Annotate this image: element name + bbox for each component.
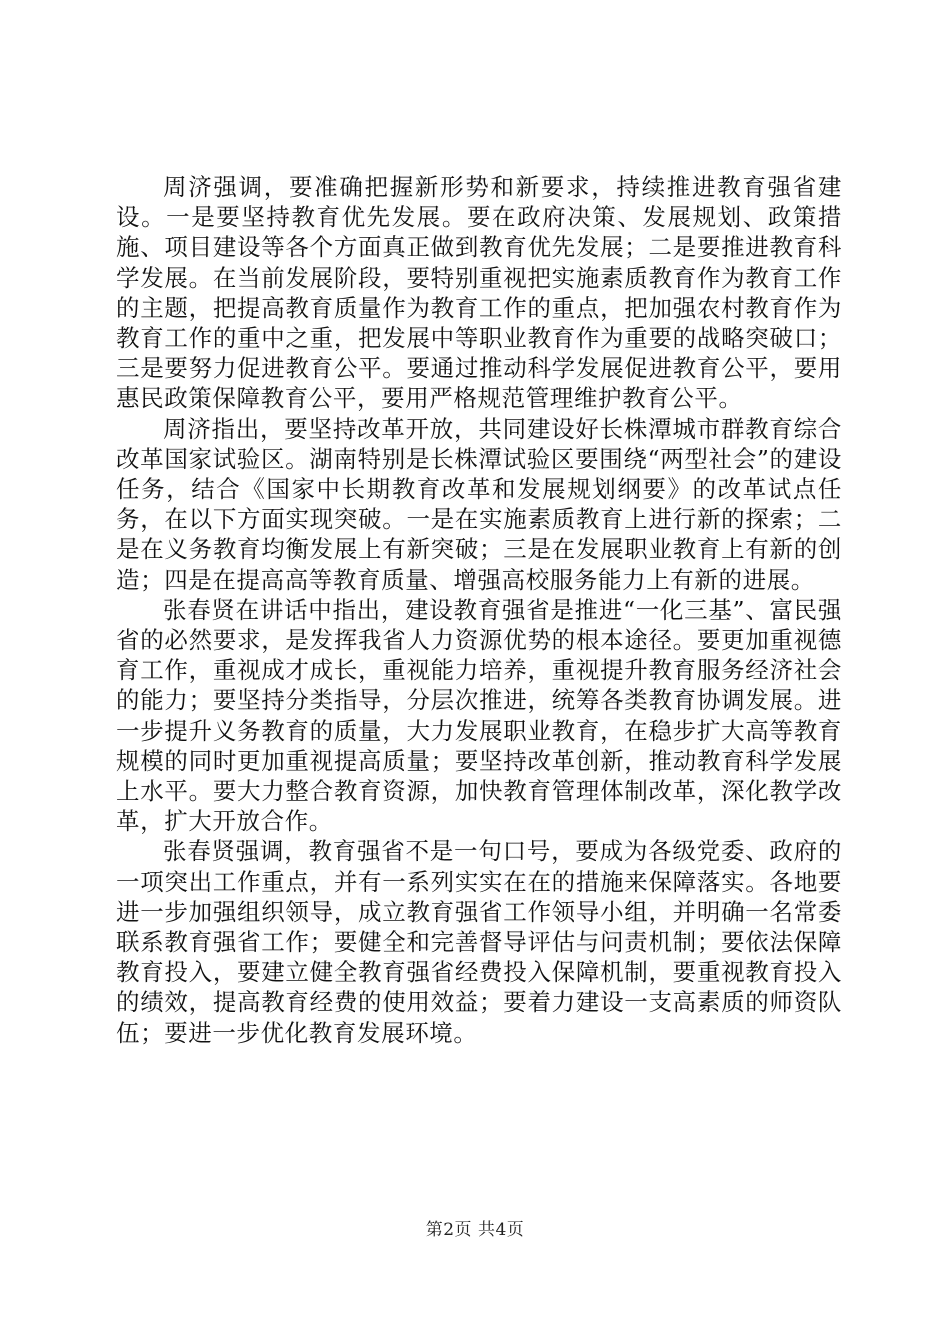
paragraph-2: 周济指出，要坚持改革开放，共同建设好长株潭城市群教育综合改革国家试验区。湖南特别是长株潭试验区要围绕“两型社会”的建设任务，结合《国家中长期教育改革和发展规划纲要》的改革试点任务，在以下方面实现突破。一是在实施素质教育上进行新的探索；二是在义务教育均衡发展上有新突破；三是在发展职业教育上有新的创造；四是在提高高等教育质量、增强高校服务能力上有新的进展。 — [116, 414, 842, 594]
paragraph-1: 周济强调，要准确把握新形势和新要求，持续推进教育强省建设。一是要坚持教育优先发展。要在政府决策、发展规划、政策措施、项目建设等各个方面真正做到教育优先发展；二是要推进教育科学发展。在当前发展阶段，要特别重视把实施素质教育作为教育工作的主题，把提高教育质量作为教育工作的重点，把加强农村教育作为教育工作的重中之重，把发展中等职业教育作为重要的战略突破口；三是要努力促进教育公平。要通过推动科学发展促进教育公平，要用惠民政策保障教育公平，要用严格规范管理维护教育公平。 — [116, 173, 842, 413]
paragraph-3: 张春贤在讲话中指出，建设教育强省是推进“一化三基”、富民强省的必然要求，是发挥我省人力资源优势的根本途径。要更加重视德育工作，重视成才成长，重视能力培养，重视提升教育服务经济社会的能力；要坚持分类指导，分层次推进，统筹各类教育协调发展。进一步提升义务教育的质量，大力发展职业教育，在稳步扩大高等教育规模的同时更加重视提高质量；要坚持改革创新，推动教育科学发展上水平。要大力整合教育资源，加快教育管理体制改革，深化教学改革，扩大开放合作。 — [116, 595, 842, 836]
document-body — [116, 172, 842, 1048]
paragraph-4: 张春贤强调，教育强省不是一句口号，要成为各级党委、政府的一项突出工作重点，并有一系列实实在在的措施来保障落实。各地要进一步加强组织领导，成立教育强省工作领导小组，并明确一名常委联系教育强省工作；要健全和完善督导评估与问责机制；要依法保障教育投入，要建立健全教育强省经费投入保障机制，要重视教育投入的绩效，提高教育经费的使用效益；要着力建设一支高素质的师资队伍；要进一步优化教育发展环境。 — [116, 837, 842, 1047]
page-number-footer: 第2页 共4页 — [425, 1220, 525, 1240]
